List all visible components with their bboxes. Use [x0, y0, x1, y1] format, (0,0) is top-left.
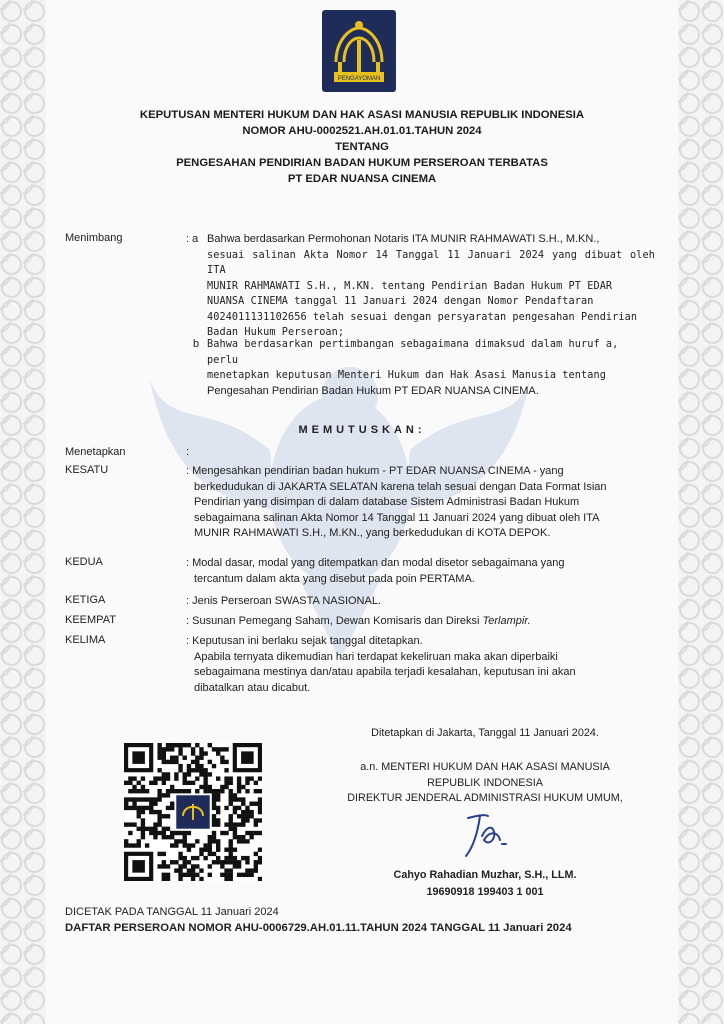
menimbang-b-marker: b — [193, 338, 200, 350]
menetapkan-label: Menetapkan — [65, 446, 126, 458]
logo-text: PENGAYOMAN — [337, 76, 381, 82]
kesatu-text: : Mengesahkan pendirian badan hukum - PT EDAR NUANSA CINEMA - yang berkedudukan di JAKARTA SELATAN karena telah sesuai dengan Data Format Isian Pendirian yang disimpan di dalam database Sistem Administrasi Badan Hukum sebagaimana salinan Akta Nomor 14 Tanggal 11 Januari 2024 yang dibuat oleh ITA MUNIR RAHMAWATI S.H., M.KN., yang berkedudukan di KOTA DEPOK. — [186, 465, 607, 539]
place-date: Ditetapkan di Jakarta, Tanggal 11 Januari 2024. — [371, 727, 599, 739]
memutuskan-heading: MEMUTUSKAN: — [298, 424, 426, 436]
menimbang-a-text: Bahwa berdasarkan Permohonan Notaris ITA MUNIR RAHMAWATI S.H., M.KN., sesuai salinan Akta Nomor 14 Tanggal 11 Januari 2024 yang dibuat oleh ITA MUNIR RAHMAWATI S.H., M.KN. tentang Pendirian Badan Hukum PT EDAR NUANSA CINEMA tanggal 11 Januari 2024 dengan Nomor Pendaftaran 4024011131102656 telah sesuai dengan persyaratan pengesahan Pendirian Badan Hukum Perseroan; — [207, 233, 655, 338]
kelima-label: KELIMA — [65, 634, 106, 646]
decree-number: NOMOR AHU-0002521.AH.01.01.TAHUN 2024 — [242, 125, 482, 137]
kedua-label: KEDUA — [65, 556, 103, 568]
menimbang-label: Menimbang — [65, 232, 123, 244]
kemenkumham-logo — [322, 10, 396, 92]
menimbang-a-marker: : a — [186, 233, 199, 245]
ketiga-text: : Jenis Perseroan SWASTA NASIONAL. — [186, 595, 382, 607]
keempat-text: : Susunan Pemegang Saham, Dewan Komisaris dan Direksi Terlampir. — [186, 615, 531, 627]
printed-date: DICETAK PADA TANGGAL 11 Januari 2024 — [65, 906, 279, 918]
kedua-text: : Modal dasar, modal yang ditempatkan dan modal disetor sebagaimana yang tercantum dalam akta yang disebut pada poin PERTAMA. — [186, 557, 565, 585]
handwritten-signature — [458, 810, 518, 862]
kesatu-label: KESATU — [65, 464, 109, 476]
menimbang-b-text: Bahwa berdasarkan pertimbangan sebagaimana dimaksud dalam huruf a, perlu menetapkan keputusan Menteri Hukum dan Hak Asasi Manusia tentang Pengesahan Pendirian Badan Hukum PT EDAR NUANSA CINEMA. — [207, 339, 619, 397]
qr-code — [124, 743, 262, 881]
ketiga-label: KETIGA — [65, 594, 106, 606]
header-subject: PENGESAHAN PENDIRIAN BADAN HUKUM PERSEROAN TERBATAS — [176, 157, 548, 169]
company-name-heading: PT EDAR NUANSA CINEMA — [287, 173, 437, 185]
header-line-1: KEPUTUSAN MENTERI HUKUM DAN HAK ASASI MANUSIA REPUBLIK INDONESIA — [139, 109, 585, 121]
signatory-title: a.n. MENTERI HUKUM DAN HAK ASASI MANUSIA REPUBLIK INDONESIA DIREKTUR JENDERAL ADMINISTRASI HUKUM UMUM, — [347, 761, 623, 804]
menetapkan-colon: : — [186, 446, 190, 458]
signatory-nip: 19690918 199403 1 001 — [426, 886, 544, 898]
registry-number: DAFTAR PERSEROAN NOMOR AHU-0006729.AH.01.11.TAHUN 2024 TANGGAL 11 Januari 2024 — [65, 922, 572, 934]
kelima-text: : Keputusan ini berlaku sejak tanggal ditetapkan. Apabila ternyata dikemudian hari terdapat kekeliruan maka akan diperbaiki sebagaimana mestinya dan/atau apabila terjadi kesalahan, keputusan ini akan dibatalkan atau dicabut. — [186, 635, 576, 694]
header-tentang: TENTANG — [335, 141, 389, 153]
signatory-name: Cahyo Rahadian Muzhar, S.H., LLM. — [393, 869, 577, 881]
decorative-border-right — [678, 0, 724, 1024]
decorative-border-left — [0, 0, 46, 1024]
keempat-label: KEEMPAT — [65, 614, 116, 626]
